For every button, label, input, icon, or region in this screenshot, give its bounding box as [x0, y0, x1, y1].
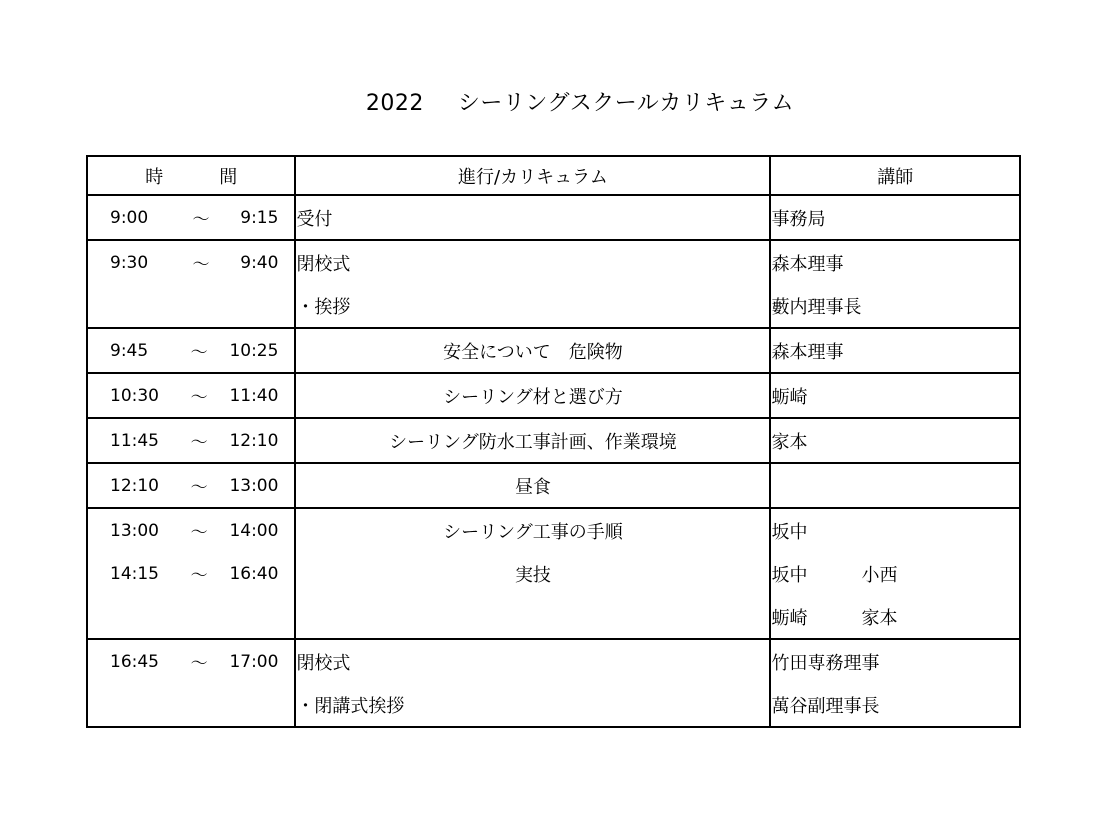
curriculum-cell: 受付	[295, 195, 770, 240]
curriculum-cell: 閉校式	[295, 639, 770, 683]
table-row	[87, 508, 1020, 552]
lecturer-cell: 竹田専務理事	[770, 639, 1020, 683]
header-lecturer: 講師	[770, 156, 1020, 195]
table-row	[87, 639, 1020, 683]
lecturer-cell: 藪内理事長	[770, 284, 1020, 328]
table-row	[87, 595, 1020, 639]
lecturer-cell: 萬谷副理事長	[770, 683, 1020, 727]
time-cell: 9:00 ～ 9:15	[87, 195, 295, 240]
table-row	[87, 284, 1020, 328]
lecturer-cell: 坂中	[770, 508, 1020, 552]
title-year: 2022	[365, 91, 424, 116]
lecturer-cell: 家本	[770, 418, 1020, 463]
table-row	[87, 373, 1020, 418]
title-name: シーリングスクールカリキュラム	[457, 91, 795, 116]
time-cell	[87, 284, 295, 328]
header-time: 時 間	[87, 156, 295, 195]
curriculum-cell: 実技	[295, 552, 770, 595]
time-cell: 12:10 ～ 13:00	[87, 463, 295, 508]
curriculum-cell: シーリング工事の手順	[295, 508, 770, 552]
time-cell: 16:45 ～ 17:00	[87, 639, 295, 683]
header-curriculum: 進行/カリキュラム	[295, 156, 770, 195]
curriculum-cell: シーリング防水工事計画、作業環境	[295, 418, 770, 463]
header-row	[87, 156, 1020, 195]
table-row	[87, 240, 1020, 284]
lecturer-cell: 蛎崎 家本	[770, 595, 1020, 639]
time-cell	[87, 595, 295, 639]
curriculum-cell: 閉校式	[295, 240, 770, 284]
lecturer-cell: 蛎崎	[770, 373, 1020, 418]
curriculum-cell: 安全について 危険物	[295, 328, 770, 373]
table-row	[87, 683, 1020, 727]
lecturer-cell: 事務局	[770, 195, 1020, 240]
lecturer-cell: 森本理事	[770, 240, 1020, 284]
time-cell: 14:15 ～ 16:40	[87, 552, 295, 595]
page-title	[0, 86, 1110, 117]
lecturer-cell: 坂中 小西	[770, 552, 1020, 595]
schedule-table	[86, 155, 1021, 728]
table-row	[87, 552, 1020, 595]
curriculum-cell: 昼食	[295, 463, 770, 508]
time-cell: 11:45 ～ 12:10	[87, 418, 295, 463]
time-cell: 13:00 ～ 14:00	[87, 508, 295, 552]
table-row	[87, 418, 1020, 463]
curriculum-cell: ・閉講式挨拶	[295, 683, 770, 727]
time-cell: 10:30 ～ 11:40	[87, 373, 295, 418]
time-cell: 9:45 ～ 10:25	[87, 328, 295, 373]
lecturer-cell: 森本理事	[770, 328, 1020, 373]
curriculum-cell: シーリング材と選び方	[295, 373, 770, 418]
curriculum-cell: ・挨拶	[295, 284, 770, 328]
lecturer-cell	[770, 463, 1020, 508]
table-row	[87, 328, 1020, 373]
table-row	[87, 195, 1020, 240]
table-row	[87, 463, 1020, 508]
curriculum-cell	[295, 595, 770, 639]
time-cell	[87, 683, 295, 727]
time-cell: 9:30 ～ 9:40	[87, 240, 295, 284]
